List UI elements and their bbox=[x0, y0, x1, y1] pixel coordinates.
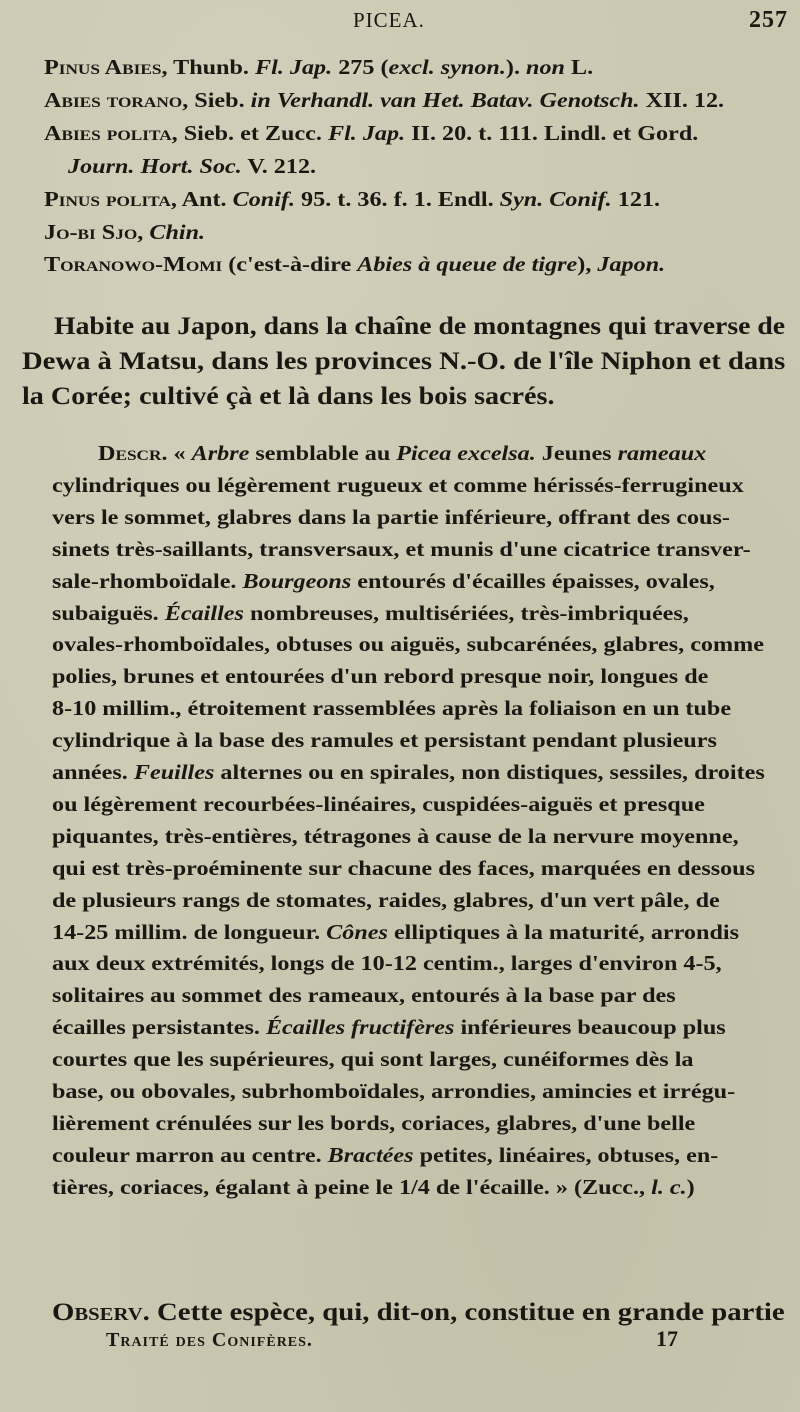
description-text: elliptiques à la maturité, arrondis bbox=[387, 919, 739, 944]
synonym-line bbox=[44, 254, 665, 275]
synonym-text: , Thunb. bbox=[161, 55, 256, 79]
synonym-italic: Syn. Conif. bbox=[499, 187, 612, 211]
description-text: années. bbox=[52, 760, 134, 784]
description-italic: Bractées bbox=[327, 1142, 414, 1167]
description-line bbox=[52, 472, 744, 497]
synonym-line-continued bbox=[68, 156, 316, 177]
description-text: lièrement crénulées sur les bords, coriaces, glabres, d'une belle bbox=[52, 1110, 696, 1135]
description-line bbox=[52, 985, 676, 1006]
observation-label: Observ. bbox=[52, 1299, 150, 1326]
synonym-text: , bbox=[137, 220, 150, 244]
observation-text: Cette espèce, qui, dit-on, constitue en grande partie bbox=[149, 1299, 785, 1326]
description-label: Descr. bbox=[98, 441, 168, 465]
description-text: ovales-rhomboïdales, obtuses ou aiguës, subcarénées, glabres, comme bbox=[52, 632, 764, 657]
description-italic: Bourgeons bbox=[242, 568, 352, 593]
description-line bbox=[52, 791, 705, 816]
habitat-line: Dewa à Matsu, dans les provinces N.-O. de l'île Niphon et dans bbox=[22, 348, 786, 375]
description-text: 8-10 millim., étroitement rassemblées après la foliaison en un tube bbox=[52, 696, 732, 721]
synonym-italic: Fl. Jap. bbox=[255, 55, 333, 79]
description-text: piquantes, très-entières, tétragones à cause de la nervure moyenne, bbox=[52, 823, 739, 848]
description-line bbox=[52, 919, 739, 944]
description-text: courtes que les supérieures, qui sont larges, cunéiformes dès la bbox=[52, 1047, 694, 1072]
description-text: de plusieurs rangs de stomates, raides, glabres, d'un vert pâle, de bbox=[52, 887, 720, 912]
description-italic: Écailles bbox=[164, 600, 244, 625]
description-text: couleur marron au centre. bbox=[52, 1142, 328, 1167]
description-text: ) bbox=[686, 1174, 695, 1199]
description-text: qui est très-proéminente sur chacune des faces, marquées en dessous bbox=[52, 855, 756, 880]
synonym-text: 121. bbox=[611, 187, 661, 211]
description-text: base, ou obovales, subrhomboïdales, arrondies, amincies et irrégu- bbox=[52, 1079, 736, 1103]
description-line bbox=[52, 855, 756, 880]
description-line bbox=[52, 1174, 695, 1199]
synonym-line bbox=[44, 189, 660, 210]
description-italic: Feuilles bbox=[133, 760, 215, 784]
description-line bbox=[52, 762, 765, 783]
description-text: polies, brunes et entourées d'un rebord presque noir, longues de bbox=[52, 664, 709, 689]
description-line bbox=[52, 1110, 696, 1135]
description-line bbox=[98, 443, 706, 464]
synonym-italic: Chin. bbox=[149, 220, 206, 244]
description-text: cylindriques ou légèrement rugueux et comme hérissés-ferrugineux bbox=[52, 472, 744, 497]
synonym-name: Abies torano bbox=[44, 88, 183, 112]
description-text: Jeunes bbox=[535, 441, 618, 465]
description-text: sale-rhomboïdale. bbox=[52, 568, 243, 593]
description-text: entourés d'écailles épaisses, ovales, bbox=[351, 568, 715, 593]
synonym-text: ), bbox=[577, 252, 598, 276]
description-italic: l. c. bbox=[651, 1174, 687, 1199]
description-text: écailles persistantes. bbox=[52, 1015, 266, 1040]
description-line bbox=[52, 1017, 726, 1038]
description-text: vers le sommet, glabres dans la partie inférieure, offrant des cous- bbox=[52, 504, 730, 529]
observation-line bbox=[52, 1300, 785, 1325]
synonym-italic: Japon. bbox=[597, 252, 666, 276]
description-text: cylindrique à la base des ramules et persistant pendant plusieurs bbox=[52, 728, 717, 753]
description-text: solitaires au sommet des rameaux, entourés à la base par des bbox=[52, 983, 676, 1008]
description-italic: rameaux bbox=[617, 441, 707, 465]
description-line bbox=[52, 634, 764, 655]
description-italic: Arbre bbox=[191, 441, 250, 465]
description-line bbox=[52, 600, 689, 625]
synonym-name: Toranowo-Momi bbox=[44, 252, 223, 276]
synonym-text: , Ant. bbox=[170, 187, 233, 211]
description-text: sinets très-saillants, transversaux, et munis d'une cicatrice transver- bbox=[52, 536, 751, 561]
running-head: PICEA. bbox=[353, 8, 425, 32]
description-text: tières, coriaces, égalant à peine le 1/4 de l'écaille. » (Zucc., bbox=[52, 1174, 652, 1199]
synonym-text: V. 212. bbox=[241, 154, 317, 178]
description-text: « bbox=[167, 441, 192, 465]
synonym-text: 95. t. 36. f. 1. Endl. bbox=[295, 187, 500, 211]
synonym-italic: Conif. bbox=[232, 187, 296, 211]
signature-title: Traité des Conifères. bbox=[106, 1329, 313, 1351]
synonym-italic: non bbox=[526, 55, 565, 79]
synonym-line bbox=[44, 57, 593, 78]
description-text: alternes ou en spirales, non distiques, sessiles, droites bbox=[214, 760, 765, 784]
synonym-name: Abies polita bbox=[44, 121, 172, 145]
habitat-line: Habite au Japon, dans la chaîne de montagnes qui traverse de bbox=[54, 313, 786, 340]
description-line bbox=[52, 1142, 719, 1167]
synonym-name: Jo-bi Sjo bbox=[44, 220, 138, 244]
description-text: inférieures beaucoup plus bbox=[454, 1015, 726, 1040]
description-text: 14-25 millim. de longueur. bbox=[52, 919, 327, 944]
synonym-text: , Sieb. bbox=[182, 88, 251, 112]
description-line bbox=[52, 887, 720, 912]
description-line bbox=[52, 730, 717, 751]
description-line bbox=[52, 568, 715, 593]
habitat-line: la Corée; cultivé çà et là dans les bois sacrés. bbox=[22, 383, 555, 410]
page-number: 257 bbox=[749, 7, 788, 33]
synonym-italic: excl. synon. bbox=[388, 55, 506, 79]
synonym-text: ). bbox=[505, 55, 527, 79]
description-italic: Picea excelsa. bbox=[396, 441, 536, 465]
synonym-italic: Journ. Hort. Soc. bbox=[68, 154, 242, 178]
synonym-name: Pinus polita bbox=[44, 187, 171, 211]
synonym-text: 275 ( bbox=[332, 55, 389, 79]
synonym-text: XII. 12. bbox=[639, 88, 725, 112]
description-line bbox=[52, 666, 708, 687]
description-line bbox=[52, 698, 731, 719]
description-italic: Écailles fructifères bbox=[265, 1015, 455, 1040]
synonym-text: II. 20. t. 111. Lindl. et Gord. bbox=[405, 121, 699, 145]
synonym-italic: in Verhandl. van Het. Batav. Genotsch. bbox=[250, 88, 640, 112]
synonym-text: , Sieb. et Zucc. bbox=[171, 121, 328, 145]
synonym-line bbox=[44, 222, 205, 243]
synonym-line bbox=[44, 90, 724, 111]
synonym-text: L. bbox=[564, 55, 594, 79]
description-text: aux deux extrémités, longs de 10-12 centim., larges d'environ 4-5, bbox=[52, 951, 722, 976]
description-text: semblable au bbox=[249, 441, 397, 465]
description-line bbox=[52, 953, 722, 974]
synonym-line bbox=[44, 123, 698, 144]
synonym-name: Pinus Abies bbox=[44, 55, 162, 79]
synonym-text: (c'est-à-dire bbox=[222, 252, 358, 276]
signature-number: 17 bbox=[656, 1326, 678, 1351]
description-text: ou légèrement recourbées-linéaires, cuspidées-aiguës et presque bbox=[52, 791, 705, 816]
description-text: subaiguës. bbox=[52, 600, 165, 625]
description-text: petites, linéaires, obtuses, en- bbox=[413, 1142, 719, 1167]
description-line bbox=[52, 1049, 694, 1070]
description-line bbox=[52, 823, 739, 848]
synonym-italic: Abies à queue de tigre bbox=[357, 252, 578, 276]
description-text: nombreuses, multisériées, très-imbriquées, bbox=[243, 600, 689, 625]
description-line bbox=[52, 1081, 735, 1102]
synonym-italic: Fl. Jap. bbox=[327, 121, 406, 145]
description-line bbox=[52, 504, 730, 529]
description-italic: Cônes bbox=[326, 919, 388, 944]
description-line bbox=[52, 536, 751, 561]
